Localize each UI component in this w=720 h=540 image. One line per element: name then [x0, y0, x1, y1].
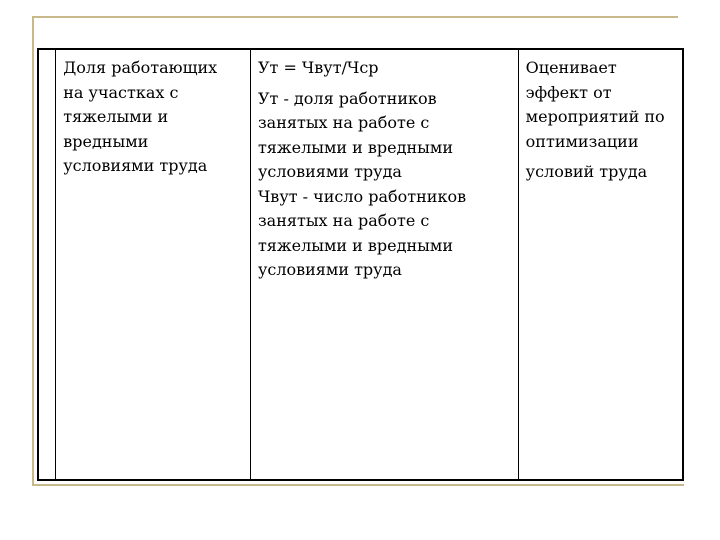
cell-text-line: оптимизации	[525, 131, 639, 151]
cell-text-line: Доля работающих	[63, 58, 218, 77]
decorative-left-line	[32, 16, 34, 486]
cell-text-line: условиями труда	[63, 156, 208, 175]
cell-text-line: Ут - доля работников	[257, 88, 437, 108]
cell-text-line: условий труда	[525, 162, 648, 181]
formula-text: Ут = Чвут/Чср	[257, 58, 379, 77]
cell-text-line: занятых на работе с	[257, 113, 430, 132]
cell-text-line: эффект от	[525, 82, 612, 102]
cell-text-line: тяжелыми и вредными	[257, 235, 453, 255]
cell-text-line: условиями труда	[257, 260, 402, 279]
cell-text-line: Чвут - число работников	[257, 186, 467, 206]
cell-text-line: Оценивает	[525, 58, 617, 77]
decorative-bottom-line	[34, 484, 684, 486]
cell-text-line: условиями труда	[257, 162, 402, 181]
table-cell-indicator-name	[56, 49, 251, 480]
cell-text-line: тяжелыми и вредными	[257, 137, 453, 157]
cell-text-line: на участках с	[63, 82, 179, 102]
indicator-table	[37, 48, 684, 481]
decorative-top-line	[32, 16, 678, 18]
table-cell-formula	[250, 49, 518, 480]
cell-text-line: вредными	[63, 131, 149, 151]
cell-text-line: мероприятий по	[525, 107, 665, 126]
table-row	[38, 49, 683, 480]
cell-text-line: занятых на работе с	[257, 211, 430, 230]
table-cell-empty	[38, 49, 56, 480]
table-cell-assessment	[518, 49, 683, 480]
table	[37, 48, 684, 481]
cell-text-line: тяжелыми и	[63, 107, 169, 126]
